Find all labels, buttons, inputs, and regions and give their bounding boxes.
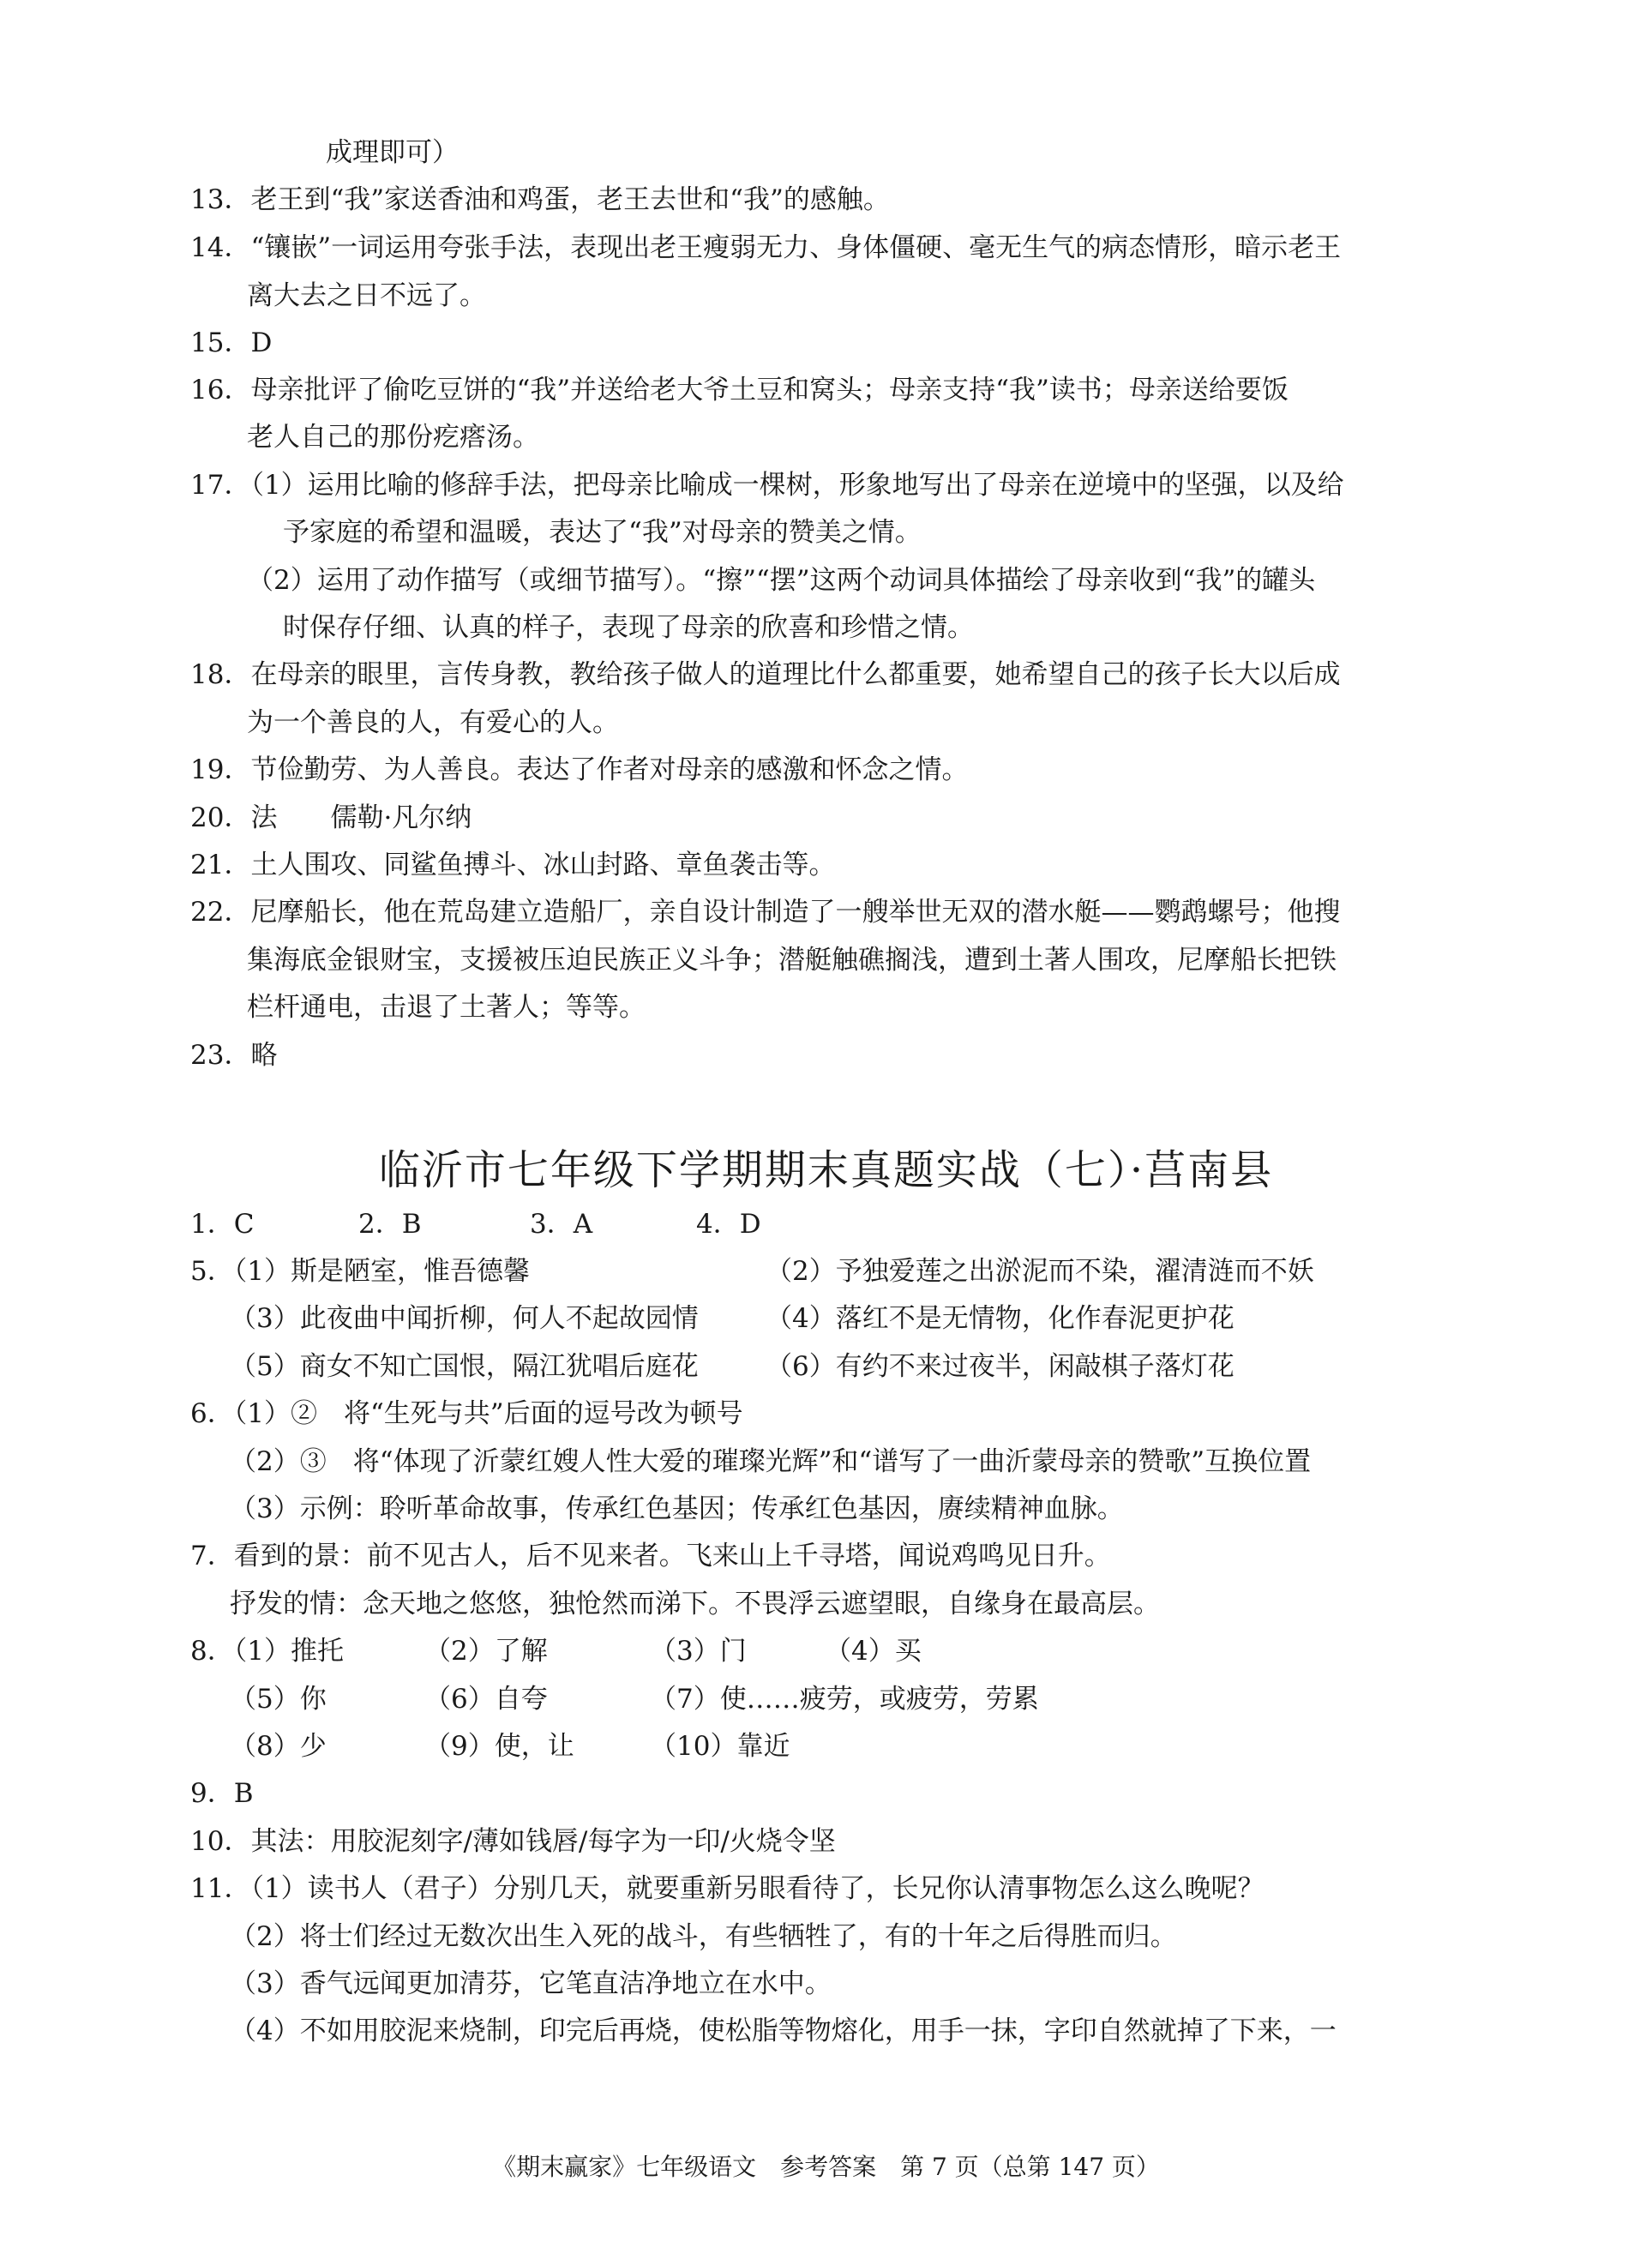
answer-16: 16．母亲批评了偷吃豆饼的“我”并送给老大爷土豆和窝头；母亲支持“我”读书；母亲送给要饭 [190,375,1289,406]
answer-line: 栏杆通电，击退了土著人；等等。 [247,992,646,1023]
answer-5-2: （2）予独爱莲之出淤泥而不染，濯清涟而不妖 [766,1256,1314,1287]
answer-5-4: （4）落红不是无情物，化作春泥更护花 [766,1303,1234,1334]
answer-line: 时保存仔细、认真的样子，表现了母亲的欣喜和珍惜之情。 [283,612,974,643]
answer-9: 9．B [190,1778,254,1809]
answer-7-emotion: 抒发的情：念天地之悠悠，独怆然而涕下。不畏浮云遮望眼，自缘身在最高层。 [230,1589,1160,1619]
answer-line: （2）运用了动作描写（或细节描写）。“擦”“摆”这两个动词具体描绘了母亲收到“我”的罐头 [247,565,1316,596]
answer-line: 集海底金银财宝，支援被压迫民族正义斗争；潜艇触礁搁浅，遭到土著人围攻，尼摩船长把铁 [247,945,1337,976]
answer-8-5: （5）你 [230,1684,327,1715]
section-title: 临沂市七年级下学期期末真题实战（七）·莒南县 [378,1146,1274,1194]
answer-5-5: （5）商女不知亡国恨，隔江犹唱后庭花 [230,1351,699,1382]
answer-20: 20．法 儒勒·凡尔纳 [190,802,472,833]
answer-line: 予家庭的希望和温暖，表达了“我”对母亲的赞美之情。 [283,517,922,548]
answer-22: 22．尼摩船长，他在荒岛建立造船厂，亲自设计制造了一艘举世无双的潜水艇——鹦鹉螺号；他搜 [190,897,1341,928]
answer-6-3: （3）示例：聆听革命故事，传承红色基因；传承红色基因，赓续精神血脉。 [230,1493,1124,1524]
answer-15: 15．D [190,327,273,358]
answer-18: 18．在母亲的眼里，言传身教，教给孩子做人的道理比什么都重要，她希望自己的孩子长大以后成 [190,659,1341,690]
answer-2: 2．B [358,1209,422,1240]
answer-11-3: （3）香气远闻更加清芬，它笔直洁净地立在水中。 [230,1968,832,1999]
answer-line: 为一个善良的人，有爱心的人。 [247,707,619,738]
answer-8-7: （7）使……疲劳，或疲劳，劳累 [650,1684,1039,1715]
answer-10: 10．其法：用胶泥刻字/薄如钱唇/每字为一印/火烧令坚 [190,1826,836,1857]
answer-6-1: 6．（1）② 将“生死与共”后面的逗号改为顿号 [190,1398,743,1429]
answer-8-2: （2）了解 [424,1636,548,1667]
answer-8-4: （4）买 [825,1636,922,1667]
answer-3: 3．A [530,1209,593,1240]
answer-19: 19．节俭勤劳、为人善良。表达了作者对母亲的感激和怀念之情。 [190,754,969,785]
answer-line: 成理即可） [326,137,459,168]
answer-8-6: （6）自夸 [424,1684,548,1715]
page-footer: 《期末赢家》七年级语文 参考答案 第 7 页（总第 147 页） [492,2153,1160,2181]
answer-line: 老人自己的那份疙瘩汤。 [247,422,539,453]
answer-13: 13．老王到“我”家送香油和鸡蛋，老王去世和“我”的感触。 [190,184,890,215]
answer-8-8: （8）少 [230,1731,327,1762]
answer-5-3: （3）此夜曲中闻折柳，何人不起故园情 [230,1303,699,1334]
answer-5-6: （6）有约不来过夜半，闲敲棋子落灯花 [766,1351,1234,1382]
answer-14: 14．“镶嵌”一词运用夸张手法，表现出老王瘦弱无力、身体僵硬、毫无生气的病态情形，暗示老王 [190,232,1342,263]
answer-line: 离大去之日不远了。 [247,280,486,311]
answer-8-9: （9）使，让 [424,1731,574,1762]
answer-8-3: （3）门 [650,1636,747,1667]
answer-1: 1．C [190,1209,255,1240]
answer-4: 4．D [696,1209,761,1240]
answer-23: 23．略 [190,1040,278,1071]
answer-17: 17．（1）运用比喻的修辞手法，把母亲比喻成一棵树，形象地写出了母亲在逆境中的坚强，以及给 [190,470,1344,501]
answer-11-4: （4）不如用胶泥来烧制，印完后再烧，使松脂等物熔化，用手一抹，字印自然就掉了下来，一 [230,2016,1337,2046]
answer-11-2: （2）将士们经过无数次出生入死的战斗，有些牺牲了，有的十年之后得胜而归。 [230,1921,1177,1952]
answer-11-1: 11．（1）读书人（君子）分别几天，就要重新另眼看待了，长兄你认清事物怎么这么晚呢？ [190,1873,1265,1904]
answer-5-1: 5．（1）斯是陋室，惟吾德馨 [190,1256,530,1287]
answer-7-scene: 7．看到的景：前不见古人，后不见来者。飞来山上千寻塔，闻说鸡鸣见日升。 [190,1541,1111,1571]
answer-8-1: 8．（1）推托 [190,1636,344,1667]
answer-6-2: （2）③ 将“体现了沂蒙红嫂人性大爱的璀璨光辉”和“谱写了一曲沂蒙母亲的赞歌”互换位置 [230,1446,1312,1477]
answer-8-10: （10）靠近 [650,1731,790,1762]
answer-21: 21．土人围攻、同鲨鱼搏斗、冰山封路、章鱼袭击等。 [190,850,836,880]
